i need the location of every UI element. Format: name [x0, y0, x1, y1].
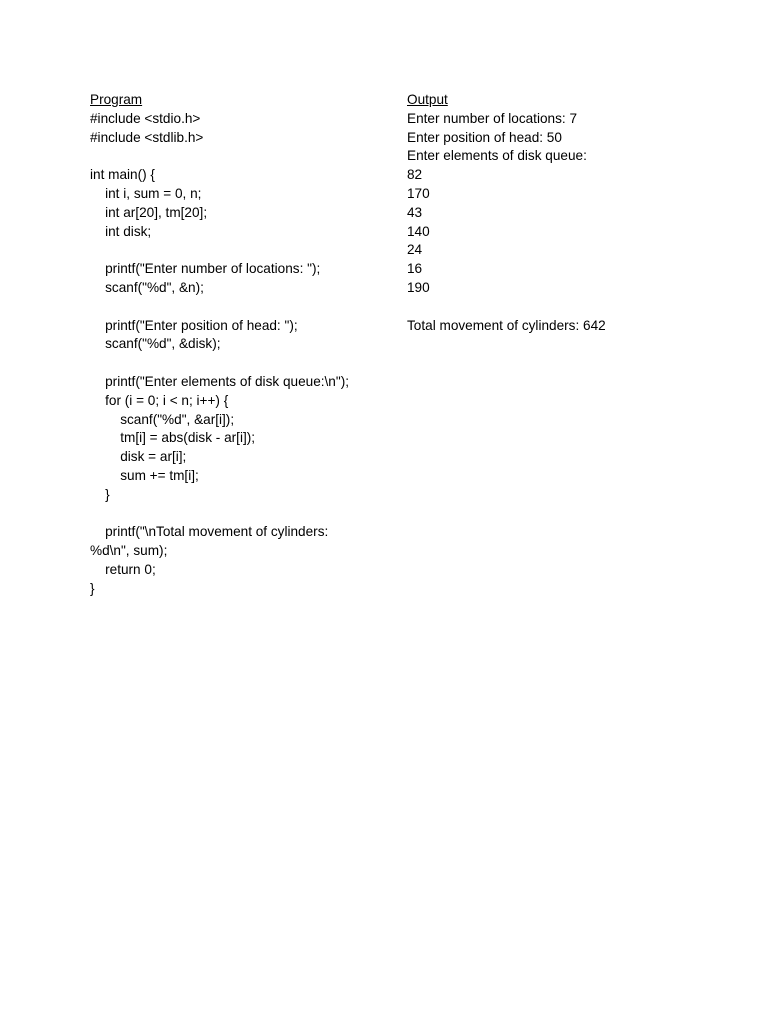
code-line: scanf("%d", &ar[i]); [90, 411, 235, 427]
output-line: 16 [407, 261, 423, 277]
code-line: sum += tm[i]; [90, 467, 199, 483]
code-line: printf("Enter number of locations: "); [90, 261, 321, 277]
output-line: Enter elements of disk queue: [407, 148, 587, 164]
output-column [407, 91, 707, 335]
code-line: scanf("%d", &n); [90, 279, 204, 295]
code-line: #include <stdio.h> [90, 110, 201, 126]
output-line: Enter number of locations: 7 [407, 110, 578, 126]
output-line: 82 [407, 167, 423, 183]
output-line [407, 298, 707, 317]
code-line [90, 298, 390, 317]
code-line: } [90, 580, 95, 596]
output-line: Total movement of cylinders: 642 [407, 317, 606, 333]
code-line: int i, sum = 0, n; [90, 185, 202, 201]
code-line: tm[i] = abs(disk - ar[i]); [90, 430, 256, 446]
code-line: int ar[20], tm[20]; [90, 204, 208, 220]
code-line: return 0; [90, 561, 156, 577]
output-line: 190 [407, 279, 430, 295]
output-heading: Output [407, 92, 448, 107]
output-line: 170 [407, 185, 430, 201]
output-line: 24 [407, 242, 423, 258]
program-column [90, 91, 390, 599]
output-line: Enter position of head: 50 [407, 129, 562, 145]
code-line: #include <stdlib.h> [90, 129, 204, 145]
code-line [90, 354, 390, 373]
code-line [90, 147, 390, 166]
code-line: int main() { [90, 167, 155, 183]
code-line: scanf("%d", &disk); [90, 336, 221, 352]
code-line: disk = ar[i]; [90, 449, 187, 465]
output-line: 140 [407, 223, 430, 239]
code-line: for (i = 0; i < n; i++) { [90, 392, 229, 408]
code-line: %d\n", sum); [90, 543, 168, 559]
program-heading: Program [90, 92, 143, 107]
output-line: 43 [407, 204, 423, 220]
program-code [90, 110, 390, 599]
code-line: printf("\nTotal movement of cylinders: [90, 524, 329, 540]
code-line: printf("Enter position of head: "); [90, 317, 298, 333]
code-line: printf("Enter elements of disk queue:\n"); [90, 373, 349, 389]
program-output [407, 110, 707, 336]
code-line [90, 241, 390, 260]
code-line: } [90, 486, 110, 502]
code-line [90, 505, 390, 524]
code-line: int disk; [90, 223, 152, 239]
